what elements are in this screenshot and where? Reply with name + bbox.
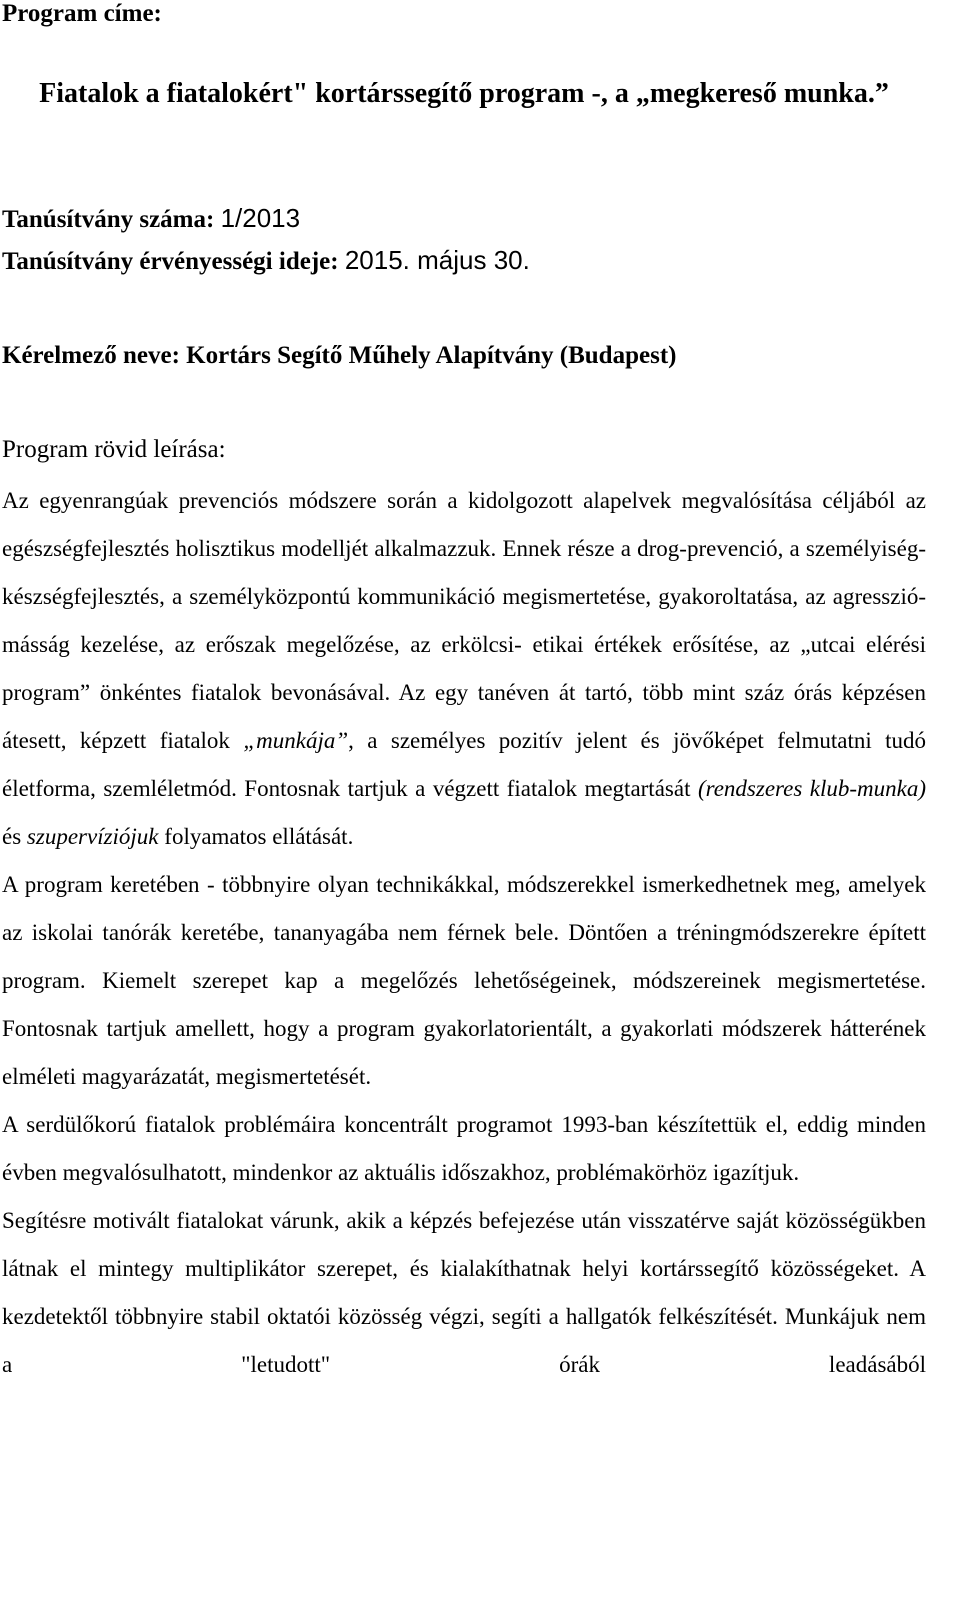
description-body (2, 477, 926, 1389)
paragraph-3: A serdülőkorú fiatalok problémáira koncentrált programot 1993-ban készítettük el, eddig minden évben megvalósulhatott, mindenkor az aktuális időszakhoz, problémakörhöz igazítjuk. (2, 1112, 926, 1185)
paragraph-1-text-g: folyamatos ellátását. (158, 824, 354, 849)
certificate-number (2, 200, 300, 238)
certificate-number-label: Tanúsítvány száma: (2, 206, 215, 233)
applicant-name: Kérelmező neve: Kortárs Segítő Műhely Alapítvány (Budapest) (2, 342, 677, 369)
certificate-validity-value: 2015. május 30. (344, 245, 530, 275)
certificate-number-value: 1/2013 (220, 203, 301, 233)
certificate-validity (2, 242, 530, 280)
paragraph-1 (2, 477, 926, 861)
paragraph-1-italic-munkaja: „munkája” (243, 728, 349, 753)
certificate-validity-label: Tanúsítvány érvényességi ideje: (2, 248, 339, 275)
paragraph-4: Segítésre motivált fiatalokat várunk, akik a képzés befejezése után visszatérve saját közösségükben látnak el mintegy multiplikátor szerepet, és kialakíthatnak helyi kortárssegítő közösségeket. A kezdetektől többnyire stabil oktatói közösség végzi, segíti a hallgatók felkészítését. Munkájuk nem a "letudott" órák leadásából (2, 1208, 926, 1377)
paragraph-1-text-e: és (2, 824, 27, 849)
program-title-label: Program címe: (2, 0, 162, 27)
description-label: Program rövid leírása: (2, 436, 226, 463)
program-title: Fiatalok a fiatalokért" kortárssegítő program -, a „megkereső munka.” (39, 78, 889, 109)
paragraph-1-text-a: Az egyenrangúak prevenciós módszere során a kidolgozott alapelvek megvalósítása céljából az egészségfejlesztés holisztikus modelljét alkalmazzuk. Ennek része a drog-prevenció, a személyiség-készségfejlesztés, a személyközpontú kommunikáció megismertetése, gyakoroltatása, az agresszió-másság kezelése, az erőszak megelőzése, az erkölcsi- etikai értékek erősítése, az „utcai elérési program” önkéntes fiatalok bevonásával. Az egy tanéven át tartó, több mint száz órás képzésen átesett, képzett fiatalok (2, 488, 926, 753)
paragraph-1-italic-klub: (rendszeres klub-munka) (697, 776, 927, 801)
paragraph-2: A program keretében - többnyire olyan technikákkal, módszerekkel ismerkedhetnek meg, amelyek az iskolai tanórák keretébe, tananyagába nem férnek bele. Döntően a tréningmódszerekre épített program. Kiemelt szerepet kap a megelőzés lehetőségeinek, módszereinek megismertetése. Fontosnak tartjuk amellett, hogy a program gyakorlatorientált, a gyakorlati módszerek hátterének elméleti magyarázatát, megismertetését. (2, 872, 926, 1089)
paragraph-1-italic-szupervizio: szupervíziójuk (26, 824, 159, 849)
paragraph-1-text-c: , a személyes pozitív jelent és jövőképet felmutatni tudó életforma, szemléletmód. Fontosnak tartjuk a végzett fiatalok megtartását (2, 728, 927, 801)
